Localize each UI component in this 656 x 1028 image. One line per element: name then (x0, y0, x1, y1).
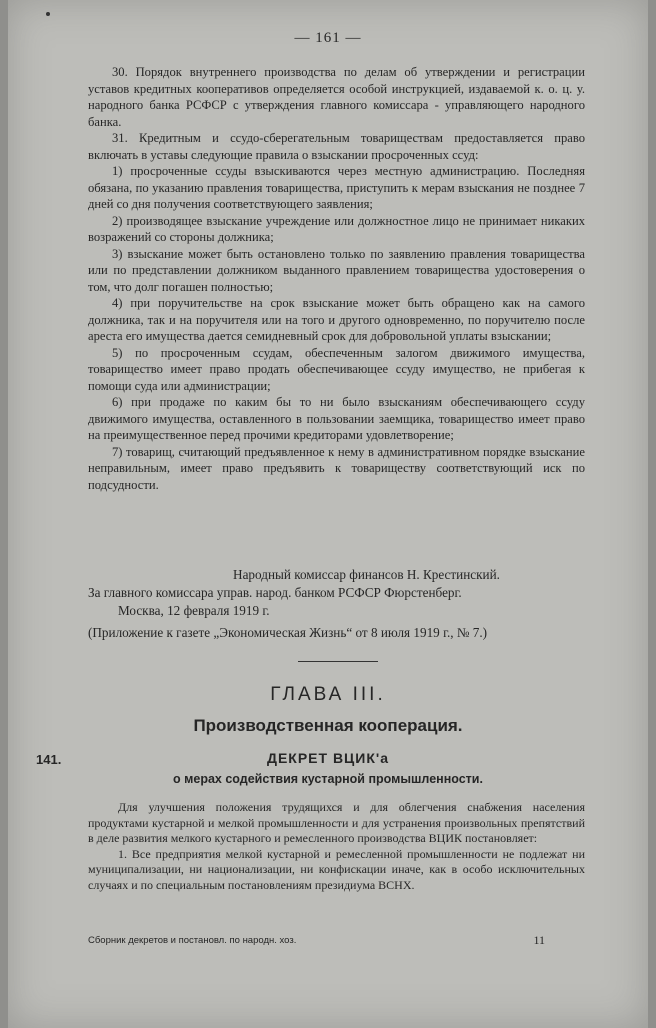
decree-title: ДЕКРЕТ ВЦИК'а (266, 750, 390, 766)
signature-bank: За главного комиссара управ. народ. банком РСФСР Фюрстенберг. (88, 585, 462, 600)
page-footer (88, 935, 585, 946)
document-page (8, 0, 648, 1028)
signature-commissar: Народный комиссар финансов Н. Крестинский. (233, 567, 500, 582)
paragraph-30: 30. Порядок внутреннего производства по делам об утверждении и регистрации уставов кредитных кооперативов определяется особой инструкцией, издаваемой к. о. ц. у. народного банка РСФСР с утверждения главного комиссара - управляющего народного банка. (88, 65, 585, 129)
rule-3: 3) взыскание может быть остановлено только по заявлению правления товарищества или по представлении должником выданного правлением товарищества удостоверения о том, что долг погашен полностью; (88, 246, 585, 294)
rule-2: 2) производящее взыскание учреждение или должностное лицо не принимает никаких возражений со стороны должника; (88, 213, 585, 244)
page-number: — 161 — (294, 30, 362, 46)
rule-4: 4) при поручительстве на срок взыскание может быть обращено как на самого должника, так и на поручителя или на того и другого одновременно, по поручителю после ареста его имущества дается семидневный срок для добровольной уплаты взыскании; (88, 296, 585, 343)
ink-dot (46, 12, 50, 16)
document-number: 141. (36, 752, 62, 767)
appendix-note: (Приложение к газете „Экономическая Жизнь“ от 8 июля 1919 г., № 7.) (88, 625, 488, 640)
section-divider (298, 661, 378, 662)
paragraph-31: 31. Кредитным и ссудо-сберегательным товариществам предоставляется право включать в уставы следующие правила о взыскании просроченных ссуд: (88, 131, 585, 162)
rule-1: 1) просроченные ссуды взыскиваются через местную администрацию. Последняя обязана, по указанию правления товарищества, приступить к мерам взыскания не позднее 7 дней со дня получения соответствующего заявления; (88, 164, 585, 211)
decree-preamble: Для улучшения положения трудящихся и для облегчения снабжения населения продуктами кустарной и мелкой промышленности и для устранения произвольных препятствий в деле развития мелкого кустарного и ремесленного производства ВЦИК постановляет: (88, 800, 585, 846)
signature-mark: 11 (533, 933, 545, 947)
rule-5: 5) по просроченным ссудам, обеспеченным залогом движимого имущества, товарищество имеет право продать обеспечивающее ссуду имущество, не прибегая к помощи суда или администрации; (88, 345, 585, 393)
footer-collection-title: Сборник декретов и постановл. по народн. хоз. (88, 935, 297, 946)
rule-7: 7) товарищ, считающий предъявленное к нему в административном порядке взыскание неправильным, имеет право предъявить к товариществу соответствующий иск по подсудности. (88, 444, 585, 492)
rule-6: 6) при продаже по каким бы то ни было взысканиям обеспечивающего ссуду движимого имущества, оставленного в пользовании заемщика, товарищество имеет право на преимущественное перед прочими кредиторами удовлетворение; (88, 395, 585, 442)
decree-article-1: 1. Все предприятия мелкой кустарной и ремесленной промышленности не подлежат ни муниципализации, ни национализации, ни конфискации иначе, как в особо исключительных случаях и по специальным постановлениям президиума ВСНХ. (88, 846, 585, 892)
place-date: Москва, 12 февраля 1919 г. (118, 603, 270, 618)
signature-block (88, 566, 585, 642)
decree-subtitle: о мерах содействия кустарной промышленности. (173, 772, 483, 786)
decree-text (88, 800, 585, 894)
chapter-subtitle: Производственная кооперация. (193, 716, 463, 735)
chapter-title: ГЛАВА III. (270, 684, 386, 705)
statute-text (88, 64, 585, 493)
